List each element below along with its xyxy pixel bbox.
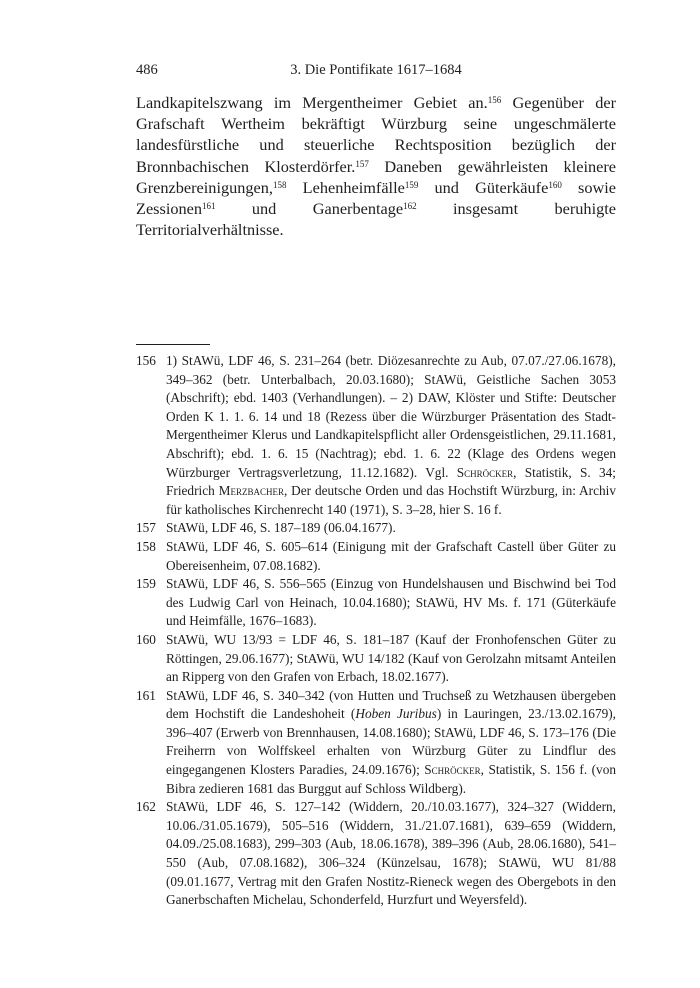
text-run: StAWü, LDF 46, S. 556–565 (Einzug von Hundelshausen und Bischwind bei Tod des Ludwig Carl von Heinach, 10.04.1680); StAWü, HV Ms. f. 171 (Güterkäufe und Heimfälle, 1676–1683). (166, 576, 616, 629)
text-run: StAWü, LDF 46, S. 127–142 (Widdern, 20./10.03.1677), 324–327 (Widdern, 10.06./31.05.1679), 505–516 (Widdern, 31./21.07.1681), 639–659 (Widdern, 04.09./25.08.1683), 299–303 (Aub, 18.06.1678), 389–396 (Aub, 28.06.1680), 541–550 (Aub, 07.08.1682), 306–324 (Künzelsau, 1678); StAWü, WU 81/88 (09.01.1677, Vertrag mit den Grafen Nostitz-Rieneck wegen des Obergebots in den Ganerbschaften Michelau, Schonderfeld, Hurzfurt und Weyersfeld). (166, 799, 616, 908)
footnote-ref: 162 (403, 201, 417, 212)
text-run: Daneben gewährleisten kleinere Grenzbereinigungen, (136, 156, 616, 197)
footnote (136, 798, 616, 910)
text-run: sowie Zessionen (136, 177, 616, 219)
text-run: Lehenheimfälle (286, 177, 405, 197)
footnote-text (166, 798, 616, 910)
footnote-number: 156 (136, 353, 156, 368)
text-run: , Der deutsche Orden und das Hochstift Würzburg, in: Archiv für katholisches Kirchenrecht 140 (1971), S. 3–28, hier S. 16 f. (166, 483, 616, 517)
footnote-separator (136, 344, 210, 345)
text-run: StAWü, LDF 46, S. 187–189 (06.04.1677). (166, 520, 396, 536)
text-run: und Ganerbentage (215, 199, 404, 219)
text-run: Landkapitelszwang im Mergentheimer Gebiet an. (136, 93, 488, 112)
footnote-ref: 160 (548, 179, 562, 190)
footnote (136, 687, 616, 799)
footnote-ref: 157 (355, 158, 369, 169)
footnote-text (166, 519, 616, 538)
text-run: Gegenüber der Grafschaft Wertheim bekräftigt Würzburg seine ungeschmälerte landesfürstliche und steuerliche Rechtsposition bezüglich der Bronnbachischen Klosterdörfer. (136, 93, 616, 176)
author-name: Merzbacher (218, 483, 284, 499)
text-run: 1) StAWü, LDF 46, S. 231–264 (betr. Diözesanrechte zu Aub, 07.07./27.06.1678), 349–362 (betr. Unterbalbach, 20.03.1680); StAWü, Geistliche Sachen 3053 (Abschrift); ebd. 1403 (Verhandlungen). – 2) DAW, Klöster und Stifte: Deutscher Orden K 1. 1. 6. 14 und 18 (Rezess über die Würzburger Präsentation des Stadt-Mergentheimer Klerus und Landkapitelspflicht aller Ordensgeistlichen, 29.11.1681, Abschrift); ebd. 1. 6. 15 (Nachtrag); ebd. 1. 6. 22 (Klage des Ordens wegen Würzburger Vertragsverletzung, 11.12.1682). Vgl. (166, 353, 616, 480)
text-run: insgesamt beruhigte Territorialverhältnisse. (136, 199, 616, 240)
footnote-number: 160 (136, 631, 156, 647)
footnote-list (136, 352, 616, 910)
footnote (136, 538, 616, 575)
text-run: ) in Lauringen, 23./13.02.1679), 396–407 (Erwerb von Brennhausen, 14.08.1680); StAWü, LDF 46, S. 173–176 (Die Freiherrn von Wolffskeel erhalten von Würzburg Güter zu Lindflur des eingegangenen Klosters Paradies, 24.09.1676); (166, 706, 616, 778)
footnote-number: 157 (136, 520, 156, 536)
author-name: Schröcker (424, 762, 481, 778)
text-run: , Statistik, S. 156 f. (von Bibra zedieren 1681 das Burggut auf Schloss Wildberg). (166, 762, 617, 796)
text-run: und Güterkäufe (418, 177, 549, 197)
running-title: 3. Die Pontifikate 1617–1684 (290, 62, 462, 78)
footnote-number: 159 (136, 576, 156, 592)
text-run: StAWü, WU 13/93 = LDF 46, S. 181–187 (Kauf der Fronhofenschen Güter zu Röttingen, 29.06.1677); StAWü, WU 14/182 (Kauf von Gerolzahn mitsamt Anteilen an Ripperg von den Grafen von Erbach, 18.02.1677). (166, 631, 616, 685)
footnote-text (166, 538, 616, 575)
page-number: 486 (136, 62, 158, 78)
footnote-ref: 156 (487, 95, 502, 105)
footnote-number: 162 (136, 799, 156, 815)
footnote-text (166, 575, 616, 631)
footnote (136, 631, 616, 687)
footnote (136, 519, 616, 538)
author-name: Schröcker (456, 464, 514, 480)
footnote (136, 352, 616, 519)
text-run: , Statistik, S. 34; Friedrich (166, 464, 616, 499)
footnote-text (166, 631, 616, 687)
running-header (136, 62, 616, 82)
text-run: StAWü, LDF 46, S. 340–342 (von Hutten und Truchseß zu Wetzhausen übergeben dem Hochstift die Landeshoheit ( (166, 687, 616, 722)
footnote-number: 161 (136, 687, 156, 703)
footnote-text (166, 687, 616, 799)
italic-text: Hoben Juribus (355, 706, 437, 722)
footnote-text (166, 352, 616, 519)
text-run: StAWü, LDF 46, S. 605–614 (Einigung mit der Grafschaft Castell über Güter zu Obereisenheim, 07.08.1682). (166, 538, 616, 573)
footnote-ref: 158 (272, 179, 287, 190)
footnote-ref: 161 (202, 201, 216, 212)
body-paragraph (136, 92, 616, 240)
footnote-ref: 159 (404, 179, 419, 190)
footnote-number: 158 (136, 538, 156, 554)
footnote (136, 575, 616, 631)
